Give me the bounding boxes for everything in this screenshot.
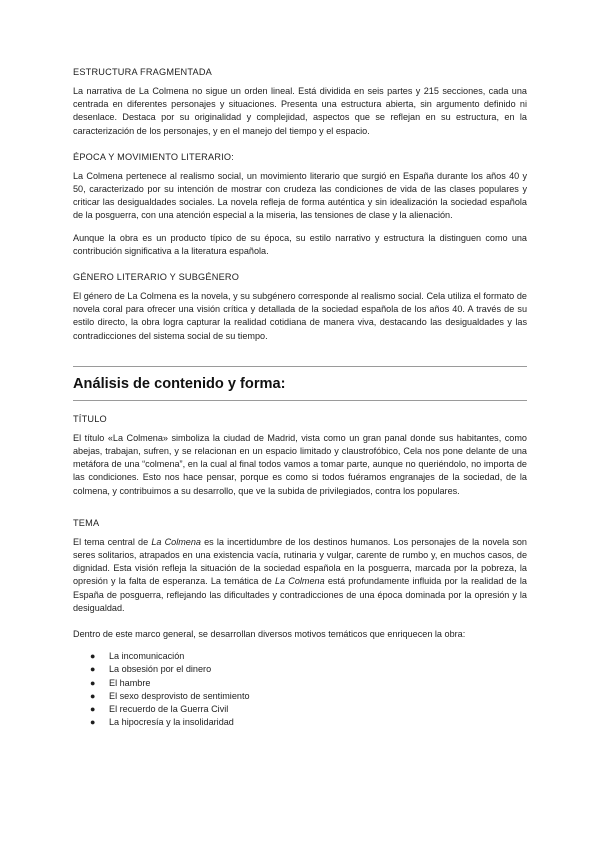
list-item — [73, 716, 527, 729]
paragraph-titulo: El título «La Colmena» simboliza la ciudad de Madrid, vista como un gran panal donde sus habitantes, como abejas, trabajan, sufren, y se relacionan en un espacio limitado y claustrofóbico, Cela nos pone delante de una metáfora de una “colmena”, en la cual al final todos vamos a tomar parte, aunque no queriéndolo, no importa de las condiciones. Esto nos hace pensar, porque es como si todos fuéramos engranajes de la sociedad, de la colmena, y contribuimos a su desarrollo, que ve la subida de privilegiados, contra los populares. — [73, 432, 527, 496]
list-item — [73, 703, 527, 716]
bullet-icon: ● — [90, 717, 96, 728]
list-item — [73, 650, 527, 663]
bullet-icon: ● — [90, 690, 96, 701]
horizontal-rule-top — [73, 366, 527, 367]
tema-text-a: El tema central de — [73, 536, 152, 547]
spacer — [73, 507, 527, 517]
list-item-label: La incomunicación — [109, 651, 185, 662]
list-item-label: La hipocresía y la insolidaridad — [109, 717, 234, 728]
spacer — [73, 401, 527, 413]
paragraph-genero: El género de La Colmena es la novela, y su subgénero corresponde al realismo social. Cela utiliza el formato de novela coral para ofrecer una visión crítica y detallada de la sociedad española de los años 40. A través de su estilo directo, la obra logra capturar la realidad cotidiana de manera viva, destacando las desigualdades y las contradicciones del sistema social de su tiempo. — [73, 291, 527, 341]
list-item-label: La obsesión por el dinero — [109, 664, 212, 675]
section-title-analisis: Análisis de contenido y forma: — [73, 375, 286, 392]
paragraph-estructura: La narrativa de La Colmena no sigue un orden lineal. Está dividida en seis partes y 215 secciones, cada una centrada en diferentes personajes y situaciones. Presenta una estructura abierta, sin argumento definido ni desenlace. Destaca por su originalidad y complejidad, aspectos que se reflejan en su estructura, en la caracterización de los personajes, y en el manejo del tiempo y el espacio. — [73, 86, 527, 136]
motifs-list — [73, 650, 527, 729]
list-item — [73, 677, 527, 690]
paragraph-tema-2: Dentro de este marco general, se desarrollan diversos motivos temáticos que enriquecen la obra: — [73, 629, 466, 640]
bullet-icon: ● — [90, 651, 96, 662]
section-heading-genero: GÉNERO LITERARIO Y SUBGÉNERO — [73, 272, 240, 283]
section-heading-tema: TEMA — [73, 517, 100, 528]
list-item-label: El recuerdo de la Guerra Civil — [109, 704, 229, 715]
tema-text-b: es la incertidumbre de los destinos humanos. Los personajes de la novela son seres solitarios, atrapados en una existencia vacía, rutinaria y vulgar, carente de rumbo y, en muchos casos, de dignidad. Esta visión refleja la situación de la sociedad española en la posguerra, marcada por la pobreza, la opresión y la falta de esperanza. La temática de — [73, 536, 527, 587]
paragraph-tema-1 — [73, 536, 527, 615]
paragraph-epoca-2: Aunque la obra es un producto típico de su época, su estilo narrativo y estructura la distinguen como una contribución significativa a la literatura española. — [73, 232, 527, 256]
tema-italic-title: La Colmena — [151, 536, 201, 547]
tema-text-c: está profundamente influida por la realidad de la España de posguerra, reflejando las dificultades y contradicciones de una época dominada por la opresión y la desigualdad. — [73, 576, 527, 613]
section-heading-epoca: ÉPOCA Y MOVIMIENTO LITERARIO: — [73, 151, 235, 162]
paragraph-epoca-1: La Colmena pertenece al realismo social, un movimiento literario que surgió en España durante los años 40 y 50, caracterizado por su intención de mostrar con crudeza las condiciones de vida de las clases populares y criticar las desigualdades sociales. La novela refleja de forma auténtica y sin idealización la sociedad española de la posguerra, con una atención especial a la miseria, las tensiones de clase y la alienación. — [73, 170, 527, 221]
bullet-icon: ● — [90, 704, 96, 715]
list-item-label: El hambre — [109, 677, 151, 688]
spacer — [73, 352, 527, 366]
list-item — [73, 663, 527, 676]
section-heading-estructura: ESTRUCTURA FRAGMENTADA — [73, 67, 212, 77]
document-content — [73, 66, 527, 730]
section-heading-titulo: TÍTULO — [73, 413, 107, 424]
bullet-icon: ● — [90, 664, 96, 675]
tema-italic-title-2: La Colmena — [274, 576, 325, 587]
list-item-label: El sexo desprovisto de sentimiento — [109, 690, 250, 701]
bullet-icon: ● — [90, 677, 96, 688]
list-item — [73, 690, 527, 703]
